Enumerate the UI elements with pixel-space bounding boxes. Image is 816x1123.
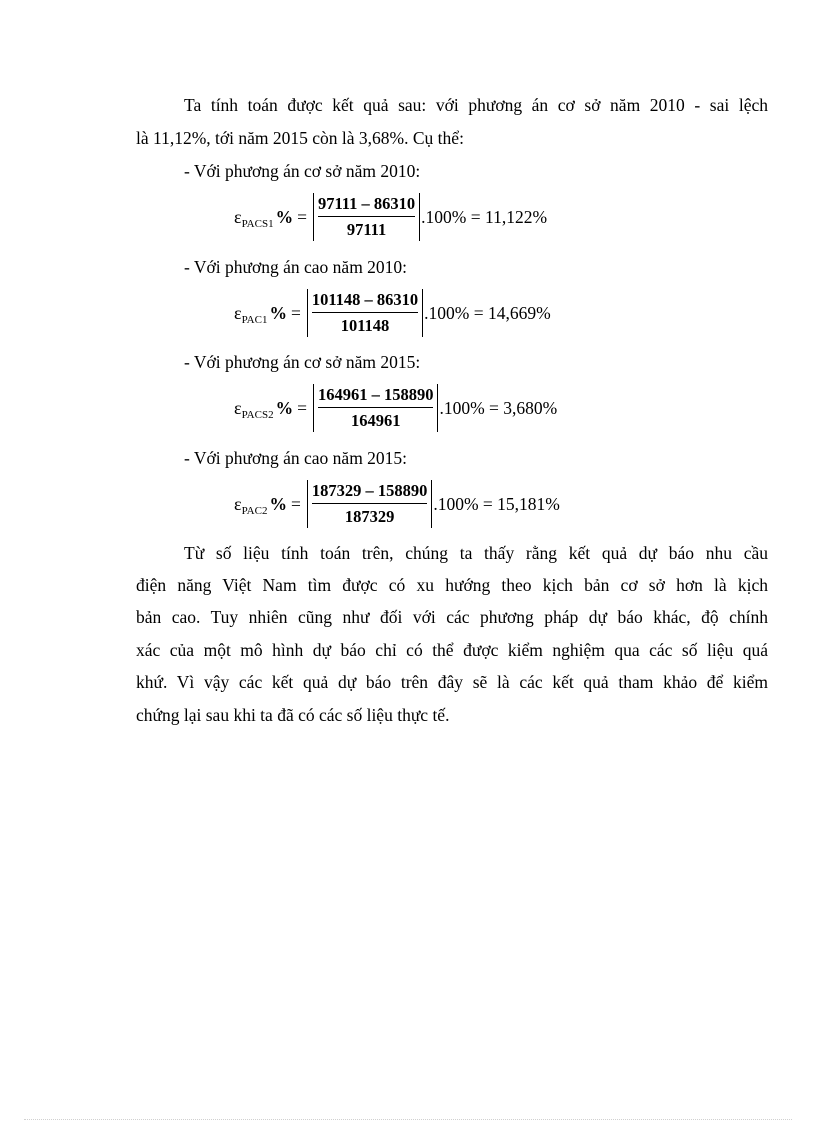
- case-4-label: - Với phương án cao năm 2015:: [184, 448, 408, 468]
- formula-1-numerator: 97111 – 86310: [317, 194, 416, 213]
- epsilon-symbol: ε: [234, 493, 242, 514]
- formula-4: [234, 480, 560, 528]
- formula-1-result: .100% = 11,122%: [421, 206, 548, 227]
- percent-sign: %: [269, 302, 287, 323]
- formula-2-result: .100% = 14,669%: [424, 302, 551, 323]
- formula-2: [234, 289, 551, 337]
- paragraph-2-line-4: xác của một mô hình dự báo chỉ có thể được kiểm nghiệm qua các số liệu quá: [136, 640, 768, 660]
- percent-sign: %: [269, 493, 287, 514]
- page-bottom-divider: [24, 1119, 792, 1120]
- formula-3-result: .100% = 3,680%: [439, 397, 558, 418]
- paragraph-1-line-1: Ta tính toán được kết quả sau: với phương án cơ sở năm 2010 - sai lệch: [184, 95, 768, 115]
- equals-sign: =: [290, 302, 301, 323]
- fraction-bar: [312, 312, 418, 313]
- formula-4-lhs: [234, 494, 287, 515]
- formula-2-denominator: 101148: [340, 316, 390, 335]
- paragraph-2-line-6: chứng lại sau khi ta đã có các số liệu thực tế.: [136, 705, 450, 725]
- epsilon-symbol: ε: [234, 397, 242, 418]
- formula-3-absolute-fraction: [313, 384, 439, 432]
- equals-sign: =: [297, 206, 307, 227]
- percent-sign: %: [275, 206, 294, 227]
- formula-1-subscript: PACS1: [241, 217, 274, 230]
- formula-3: [234, 384, 557, 432]
- formula-3-subscript: PACS2: [241, 408, 274, 421]
- percent-sign: %: [275, 397, 294, 418]
- formula-3-denominator: 164961: [350, 411, 401, 430]
- formula-3-numerator: 164961 – 158890: [317, 385, 434, 404]
- formula-2-absolute-fraction: [307, 289, 423, 337]
- paragraph-2-line-5: khứ. Vì vậy các kết quả dự báo trên đây sẽ là các kết quả tham khảo để kiểm: [136, 672, 768, 692]
- paragraph-2-line-2: điện năng Việt Nam tìm được có xu hướng theo kịch bản cơ sở hơn là kịch: [136, 575, 768, 595]
- equals-sign: =: [297, 397, 307, 418]
- formula-4-subscript: PAC2: [241, 504, 268, 517]
- case-1-label: - Với phương án cơ sở năm 2010:: [184, 161, 421, 181]
- formula-4-absolute-fraction: [307, 480, 433, 528]
- case-3-label: - Với phương án cơ sở năm 2015:: [184, 352, 421, 372]
- formula-4-numerator: 187329 – 158890: [311, 481, 428, 500]
- formula-1-lhs: [234, 207, 293, 228]
- formula-4-result: .100% = 15,181%: [433, 493, 560, 514]
- paragraph-2-line-1: Từ số liệu tính toán trên, chúng ta thấy rằng kết quả dự báo nhu cầu: [184, 543, 768, 563]
- formula-1-absolute-fraction: [313, 193, 420, 241]
- case-2-label: - Với phương án cao năm 2010:: [184, 257, 408, 277]
- formula-4-denominator: 187329: [344, 507, 395, 526]
- fraction-bar: [318, 216, 415, 217]
- formula-1: [234, 193, 547, 241]
- epsilon-symbol: ε: [234, 206, 242, 227]
- formula-3-lhs: [234, 398, 293, 419]
- formula-1-denominator: 97111: [346, 220, 387, 239]
- paragraph-2-line-3: bản cao. Tuy nhiên cũng như đối với các phương pháp dự báo khác, độ chính: [136, 607, 768, 627]
- formula-2-numerator: 101148 – 86310: [311, 290, 419, 309]
- epsilon-symbol: ε: [234, 302, 242, 323]
- formula-2-subscript: PAC1: [241, 313, 268, 326]
- equals-sign: =: [290, 493, 301, 514]
- fraction-bar: [312, 503, 428, 504]
- formula-2-lhs: [234, 303, 287, 324]
- paragraph-1-line-2: là 11,12%, tới năm 2015 còn là 3,68%. Cụ thể:: [136, 128, 464, 148]
- fraction-bar: [318, 407, 434, 408]
